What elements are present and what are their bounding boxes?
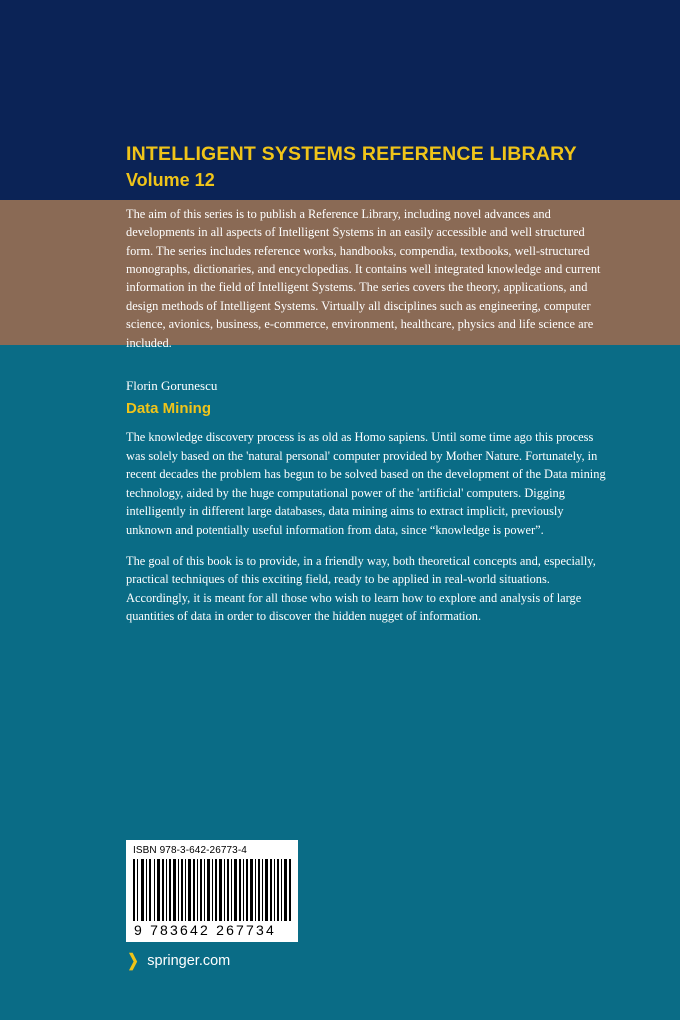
book-description-paragraph-1: The knowledge discovery process is as old as Homo sapiens. Until some time ago this process was solely based on the 'natural personal' computer provided by Mother Nature. Fortunately, in recent decades the problem has begun to be solved based on the development of the Data mining technology, aided by the huge computational power of the 'artificial' computers. Digging intelligently in different large databases, data mining aims to extract implicit, previously unknown and potentially useful information from data, since “knowledge is power”. [126, 430, 606, 538]
series-volume: Volume 12 [126, 170, 215, 191]
series-blurb-text: The aim of this series is to publish a Reference Library, including novel advances and developments in all aspects of Intelligent Systems in an easily accessible and well structured form. The series includes reference works, handbooks, compendia, textbooks, well-structured monographs, dictionaries, and encyclopedias. It contains well integrated knowledge and current information in the field of Intelligent Systems. The series covers the theory, applications, and design methods of Intelligent Systems. Virtually all disciplines such as engineering, computer science, avionics, business, e-commerce, environment, healthcare, physics and life science are included. [126, 207, 601, 350]
publisher-logo [126, 952, 230, 969]
series-title-block [126, 142, 606, 191]
book-description-paragraph-2: The goal of this book is to provide, in a friendly way, both theoretical concepts and, especially, practical techniques of this exciting field, ready to be applied in real-world situations. Accordingly, it is meant for all those who wish to learn how to explore and analysis of large quantities of data in order to discover the hidden nugget of information. [126, 553, 596, 624]
book-title: Data Mining [126, 400, 211, 417]
book-author: Florin Gorunescu [126, 378, 218, 393]
barcode-icon [132, 859, 292, 921]
barcode-digits: 9 783642 267734 [134, 922, 276, 938]
series-blurb [126, 205, 608, 352]
isbn-label: ISBN 978-3-642-26773-4 [133, 845, 247, 856]
publisher-name: springer.com [147, 952, 231, 969]
series-title: INTELLIGENT SYSTEMS REFERENCE LIBRARY [126, 143, 577, 165]
springer-chevron-icon: ❯ [127, 951, 139, 970]
barcode-block [126, 840, 298, 942]
book-description [126, 428, 610, 626]
